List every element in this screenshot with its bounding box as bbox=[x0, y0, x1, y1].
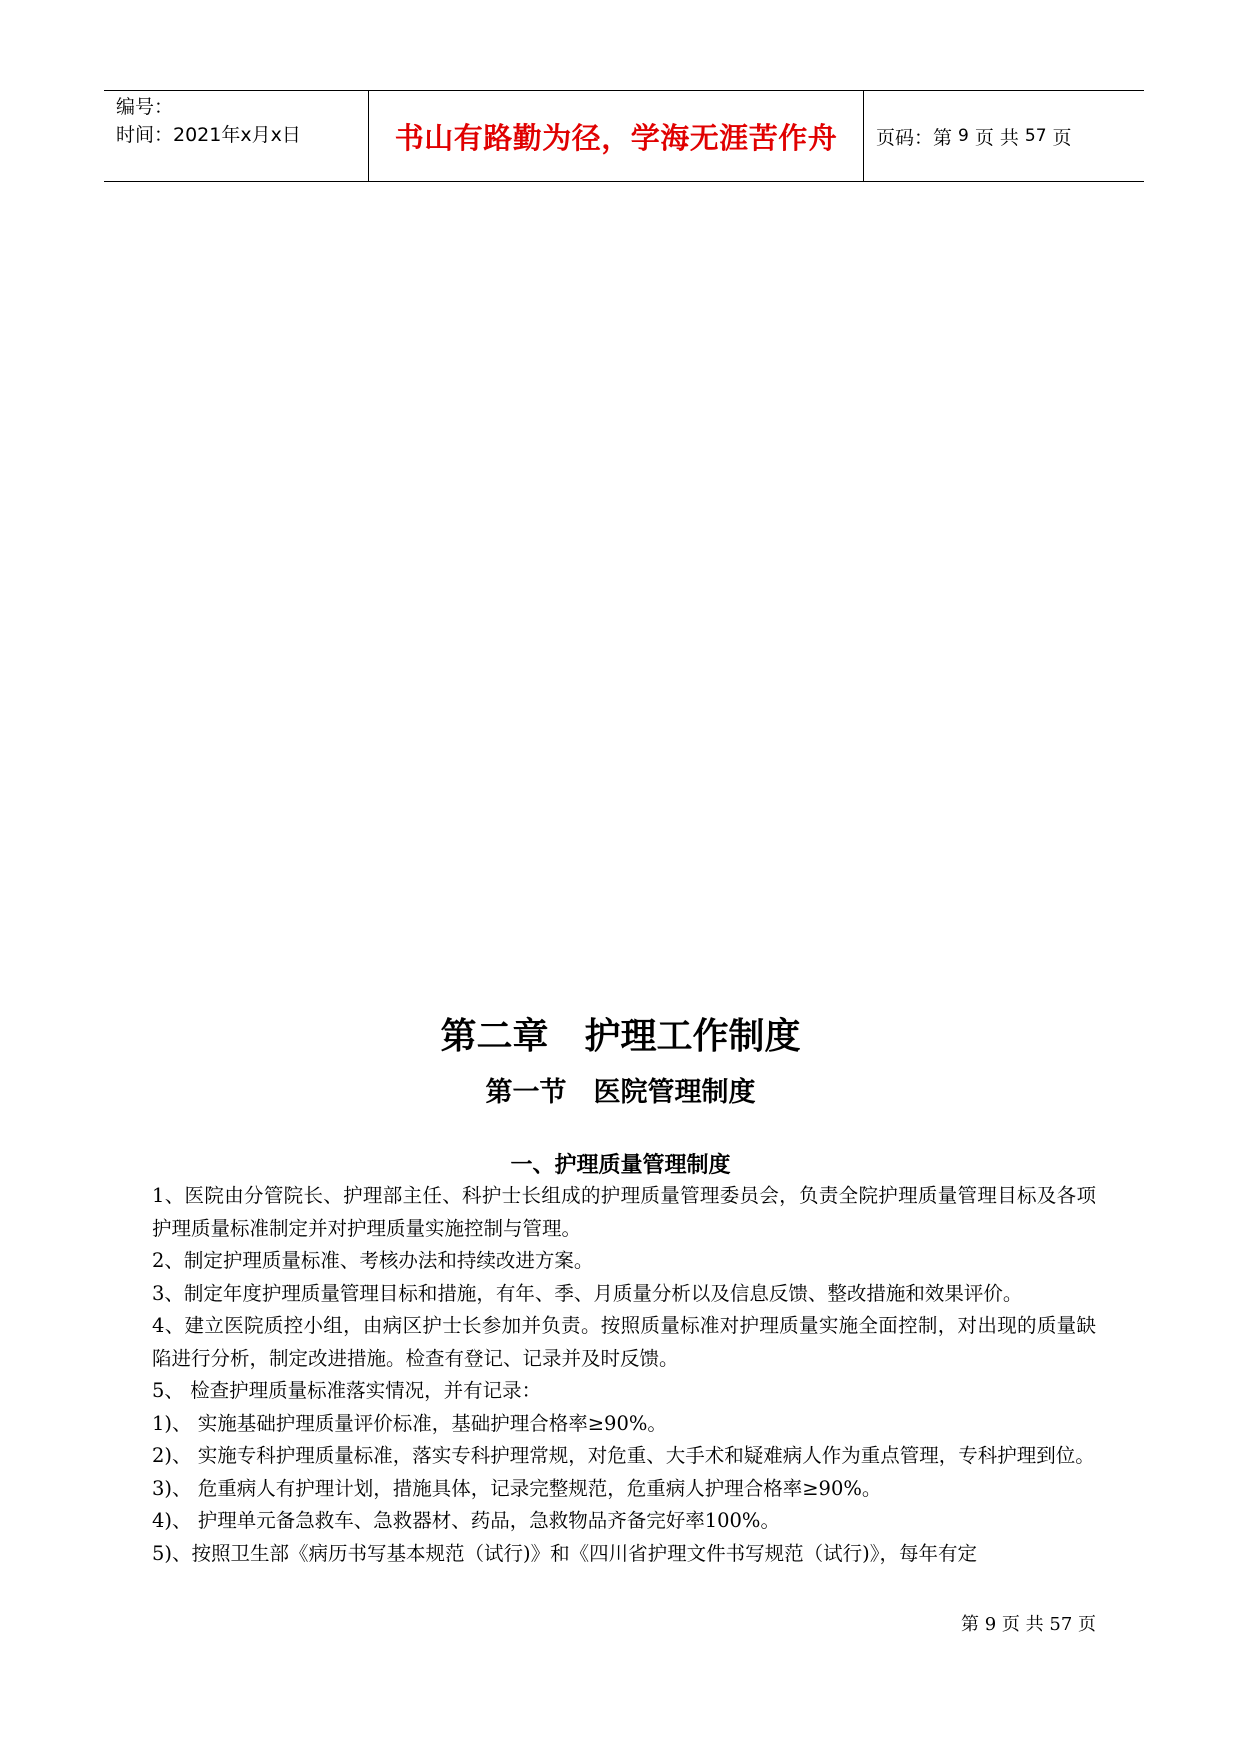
section-title: 第一节 医院管理制度 bbox=[485, 1077, 756, 1108]
chapter-title: 第二章 护理工作制度 bbox=[440, 1016, 801, 1057]
subsection-title: 一、护理质量管理制度 bbox=[510, 1153, 731, 1178]
header-page-cell bbox=[864, 91, 1144, 181]
paragraph: 4、建立医院质控小组，由病区护士长参加并负责。按照质量标准对护理质量实施全面控制，对出现的质量缺陷进行分析，制定改进措施。检查有登记、记录并及时反馈。 bbox=[152, 1314, 1096, 1370]
page-total: 57 bbox=[1024, 126, 1047, 146]
paragraph: 1)、 实施基础护理质量评价标准，基础护理合格率≥90%。 bbox=[152, 1411, 667, 1435]
page-prefix: 页码：第 bbox=[876, 126, 953, 149]
header-meta-cell bbox=[104, 91, 369, 181]
paragraph: 4)、 护理单元备急救车、急救器材、药品，急救物品齐备完好率100%。 bbox=[152, 1509, 780, 1532]
paragraph: 2、制定护理质量标准、考核办法和持续改进方案。 bbox=[152, 1249, 594, 1272]
footer-page-number: 第 9 页 共 57 页 bbox=[961, 1614, 1096, 1635]
page-suffix: 页 bbox=[1052, 126, 1072, 149]
paragraph: 3、制定年度护理质量管理目标和措施，有年、季、月质量分析以及信息反馈、整改措施和效果评价。 bbox=[152, 1281, 1023, 1305]
paragraph: 3)、 危重病人有护理计划，措施具体，记录完整规范，危重病人护理合格率≥90%。 bbox=[152, 1476, 882, 1500]
header-motto: 书山有路勤为径，学海无涯苦作舟 bbox=[369, 91, 864, 181]
page-current: 9 bbox=[958, 126, 969, 146]
header-table bbox=[104, 90, 1144, 182]
page-middle: 页 共 bbox=[974, 126, 1019, 149]
number-label: 编号： bbox=[116, 96, 174, 118]
paragraph: 2)、 实施专科护理质量标准，落实专科护理常规，对危重、大手术和疑难病人作为重点管理，专科护理到位。 bbox=[152, 1444, 1095, 1467]
body-text bbox=[152, 1180, 1096, 1570]
time-label: 时间：2021年x月x日 bbox=[116, 124, 301, 146]
paragraph: 5、 检查护理质量标准落实情况，并有记录： bbox=[152, 1379, 542, 1402]
paragraph: 5)、按照卫生部《病历书写基本规范（试行)》和《四川省护理文件书写规范（试行)》，每年有定 bbox=[152, 1541, 977, 1565]
paragraph: 1、医院由分管院长、护理部主任、科护士长组成的护理质量管理委员会，负责全院护理质量管理目标及各项护理质量标准制定并对护理质量实施控制与管理。 bbox=[152, 1184, 1096, 1240]
